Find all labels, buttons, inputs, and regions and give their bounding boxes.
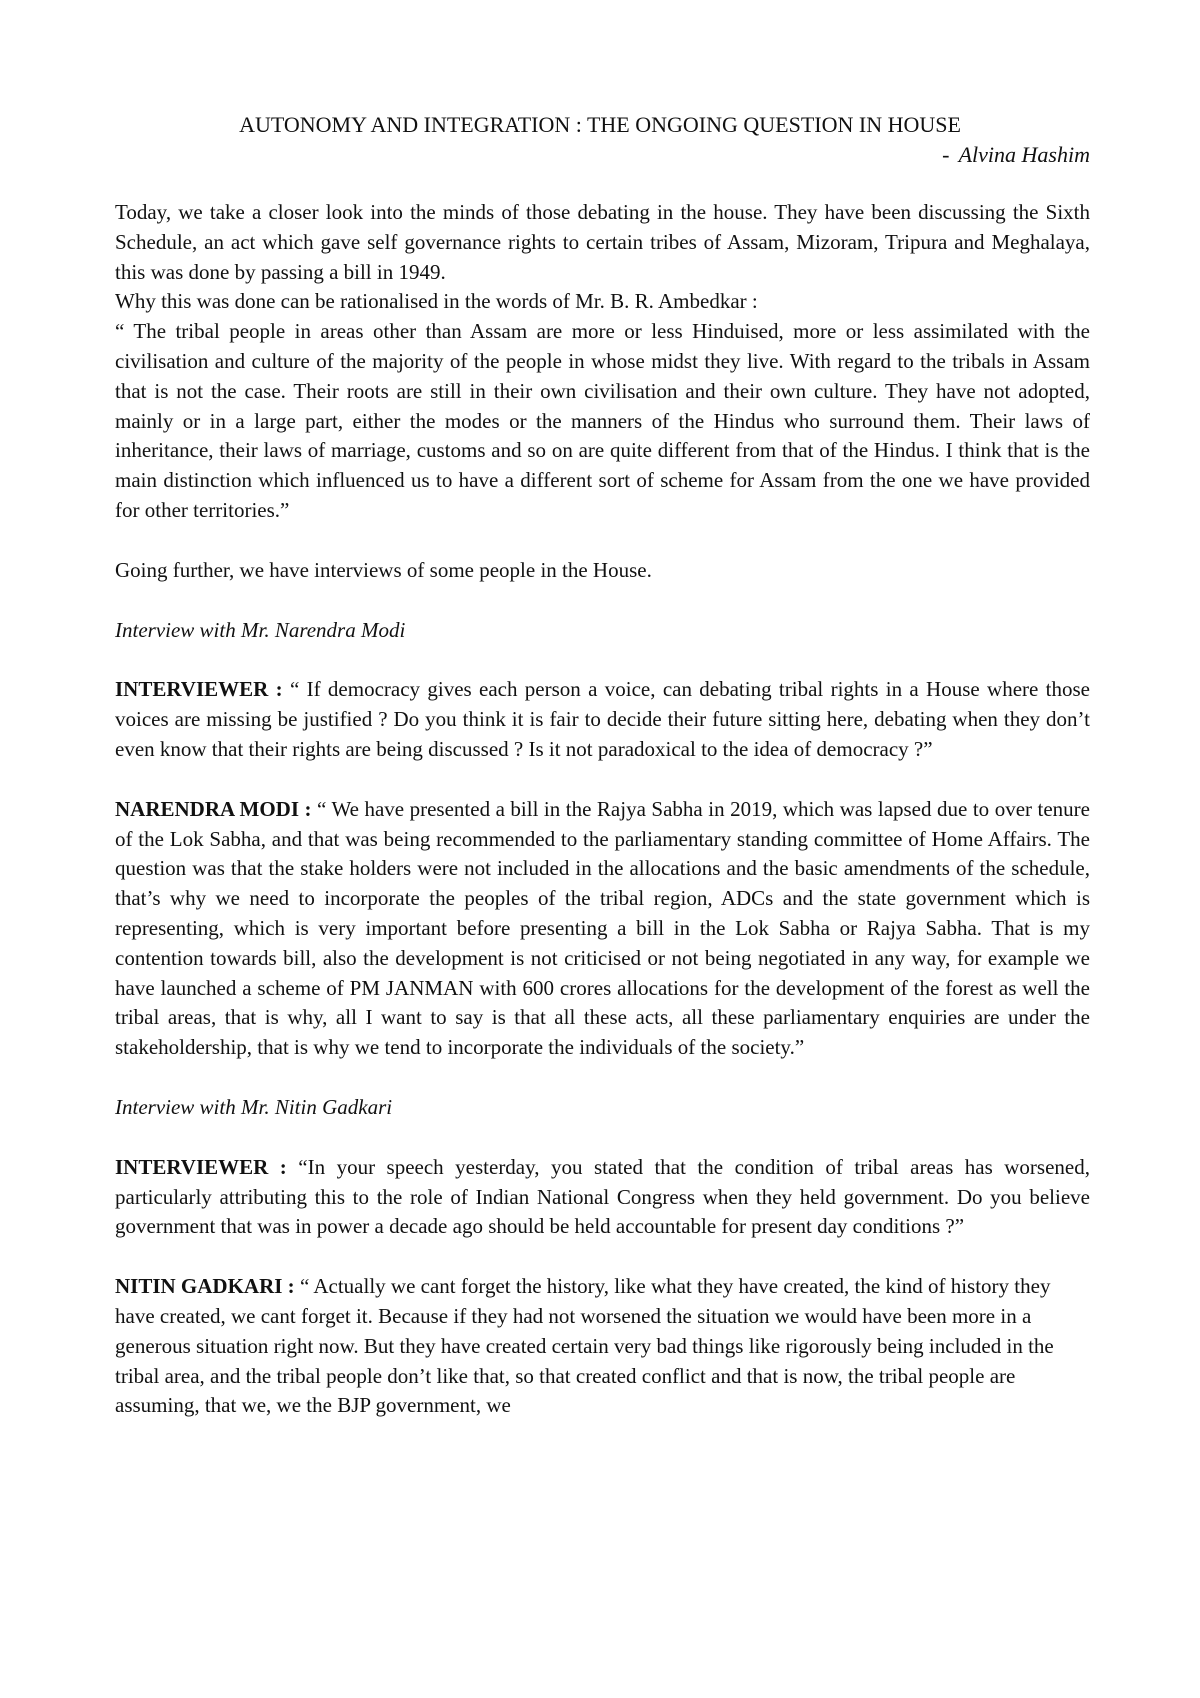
question-text: “ If democracy gives each person a voice, can debating tribal rights in a House where those voices are missing be justified ? Do you think it is fair to decide their future sitting here, debating when they don’t even know that their rights are being discussed ? Is it not paradoxical to the idea of democracy ?” [115,677,1090,761]
author-name: Alvina Hashim [958,142,1090,167]
interview-heading-modi: Interview with Mr. Narendra Modi [115,617,406,642]
gadkari-answer [115,1272,1090,1421]
answer-text: “ Actually we cant forget the history, like what they have created, the kind of history they have created, we cant forget it. Because if they had not worsened the situation we would have been more in a generous situation right now. But they have created certain very bad things like rigorously being included in the tribal area, and the tribal people don’t like that, so that created conflict and that is now, the tribal people are assuming, that we, we the BJP government, we [115,1274,1054,1418]
ambedkar-quote: “ The tribal people in areas other than Assam are more or less Hinduised, more or less assimilated with the civilisation and culture of the majority of the people in whose midst they live. With regard to the tribals in Assam that is not the case. Their roots are still in their own civilisation and their own culture. They have not adopted, mainly or in a large part, either the modes or the manners of the Hindus who surround them. Their laws of inheritance, their laws of marriage, customs and so on are quite different from that of the Hindus. I think that is the main distinction which influenced us to have a different sort of scheme for Assam from the one we have provided for other territories.” [115,319,1090,522]
interviewer-question-1 [115,675,1090,764]
interview-heading-gadkari: Interview with Mr. Nitin Gadkari [115,1094,393,1119]
going-further-line: Going further, we have interviews of some people in the House. [115,557,652,582]
interviewer-question-2 [115,1153,1090,1242]
speaker-label: NARENDRA MODI : [115,796,312,821]
question-text: “In your speech yesterday, you stated that the condition of tribal areas has worsened, particularly attributing this to the role of Indian National Congress when they held government. Do you believe government that was in power a decade ago should be held accountable for present day conditions ?” [115,1154,1090,1239]
document-title: AUTONOMY AND INTEGRATION : THE ONGOING QUESTION IN HOUSE [239,112,961,137]
intro-paragraph: Today, we take a closer look into the minds of those debating in the house. They have been discussing the Sixth Schedule, an act which gave self governance rights to certain tribes of Assam, Mizoram, Tripura and Meghalaya, this was done by passing a bill in 1949. [115,200,1090,284]
rationale-line: Why this was done can be rationalised in the words of Mr. B. R. Ambedkar : [115,289,758,314]
speaker-label: NITIN GADKARI : [115,1274,295,1299]
modi-answer [115,795,1090,1063]
answer-text: “ We have presented a bill in the Rajya Sabha in 2019, which was lapsed due to over tenure of the Lok Sabha, and that was being recommended to the parliamentary standing committee of Home Affairs. The question was that the stake holders were not included in the allocations and the basic amendments of the schedule, that’s why we need to incorporate the peoples of the tribal region, ADCs and the state government which is representing, which is very important before presenting a bill in the Lok Sabha or Rajya Sabha. That is my contention towards bill, also the development is not criticised or not being negotiated in any way, for example we have launched a scheme of PM JANMAN with 600 crores allocations for the development of the forest as well the tribal areas, that is why, all I want to say is that all these acts, all these parliamentary enquiries are under the stakeholdership, that is why we tend to incorporate the individuals of the society.” [115,796,1090,1060]
author-line [115,140,1090,170]
speaker-label: INTERVIEWER : [115,677,283,702]
speaker-label: INTERVIEWER : [115,1154,287,1179]
author-dash: - [942,142,950,167]
